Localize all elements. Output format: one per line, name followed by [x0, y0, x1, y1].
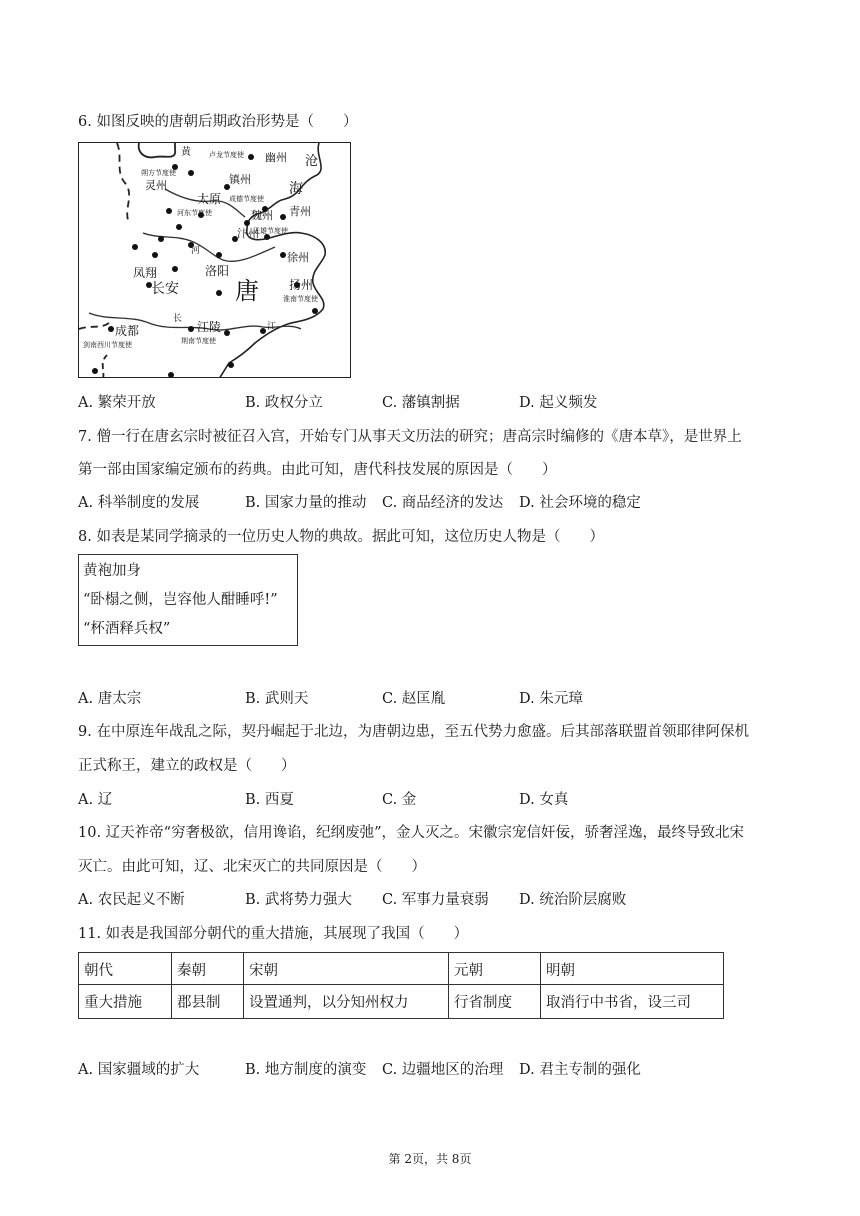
q10-option-c[interactable]: C. 军事力量衰弱: [382, 892, 489, 908]
q10-stem-line2: 灭亡。由此可知，辽、北宋灭亡的共同原因是（ ）: [78, 859, 426, 875]
map-label-chengde: 成德节度使: [229, 195, 264, 203]
table-row: [79, 953, 724, 985]
map-label-he: 河: [191, 246, 201, 256]
map-label-hedong: 河东节度使: [177, 209, 212, 217]
table-cell: 宋朝: [244, 953, 449, 985]
map-label-yangzhou: 扬州: [289, 278, 314, 292]
map-label-tianxiong: 天雄节度使: [253, 227, 288, 235]
map-label-xuzhou: 徐州: [287, 251, 309, 264]
map-label-bianzhou: 汴州: [237, 227, 259, 240]
q9-option-d[interactable]: D. 女真: [519, 792, 569, 808]
map-label-jiannan: 剑南西川节度使: [83, 341, 132, 349]
q8-option-a[interactable]: A. 唐太宗: [78, 691, 142, 707]
map-label-changan: 长安: [151, 281, 179, 297]
q9-stem-line2: 正式称王，建立的政权是（ ）: [78, 758, 296, 774]
table-cell: 设置通判，以分知州权力: [244, 985, 449, 1019]
table-cell: 朝代: [79, 953, 172, 985]
map-label-fengxiang: 凤翔: [133, 266, 158, 280]
map-label-jingnan: 荆南节度使: [181, 337, 216, 345]
q8-box-line-1: 黄袍加身: [83, 563, 141, 579]
q11-table: [78, 952, 724, 1019]
map-label-youzhou: 幽州: [265, 151, 287, 164]
q8-option-d[interactable]: D. 朱元璋: [519, 691, 583, 707]
map-label-cang: 沧: [305, 154, 319, 169]
page-footer: 第 2页，共 8页: [388, 1152, 472, 1166]
q6-option-a[interactable]: A. 繁荣开放: [78, 395, 156, 411]
q8-box-line-3: “杯酒释兵权”: [83, 621, 171, 637]
q7-stem-line2: 第一部由国家编定颁布的药典。由此可知，唐代科技发展的原因是（ ）: [78, 462, 557, 478]
map-label-weizhou: 魏州: [251, 209, 273, 222]
q6-option-b[interactable]: B. 政权分立: [245, 395, 323, 411]
tang-map: [78, 142, 351, 378]
table-cell: 重大措施: [79, 985, 172, 1019]
map-label-chengdu: 成都: [115, 324, 140, 338]
table-cell: 行省制度: [449, 985, 541, 1019]
q11-option-d[interactable]: D. 君主专制的强化: [519, 1062, 641, 1078]
q7-option-c[interactable]: C. 商品经济的发达: [382, 495, 504, 511]
map-label-luoyang: 洛阳: [205, 264, 230, 278]
table-cell: 明朝: [541, 953, 724, 985]
q9-option-a[interactable]: A. 辽: [78, 792, 113, 808]
q9-option-c[interactable]: C. 金: [382, 792, 417, 808]
map-label-hai: 海: [289, 181, 303, 197]
q10-stem-line1: 10. 辽天祚帝“穷奢极欲，信用谗谄，纪纲废弛”，金人灭之。宋徽宗宠信奸佞，骄奢淫逸，最终导致北宋: [78, 825, 744, 841]
map-label-huainan: 淮南节度使: [283, 295, 318, 303]
q6-option-c[interactable]: C. 藩镇割据: [382, 395, 460, 411]
q10-option-a[interactable]: A. 农民起义不断: [78, 892, 185, 908]
table-cell: 秦朝: [172, 953, 244, 985]
q11-option-b[interactable]: B. 地方制度的演变: [245, 1062, 367, 1078]
map-label-shuofang: 朔方节度使: [141, 169, 176, 177]
q11-stem: 11. 如表是我国部分朝代的重大措施，其展现了我国（ ）: [78, 926, 469, 942]
q7-option-b[interactable]: B. 国家力量的推动: [245, 495, 367, 511]
q9-option-b[interactable]: B. 西夏: [245, 792, 294, 808]
q6-stem: 6. 如图反映的唐朝后期政治形势是（ ）: [78, 114, 358, 130]
q8-option-b[interactable]: B. 武则天: [245, 691, 309, 707]
q10-option-d[interactable]: D. 统治阶层腐败: [519, 892, 627, 908]
q7-option-a[interactable]: A. 科举制度的发展: [78, 495, 200, 511]
map-label-lingzhou: 灵州: [145, 179, 167, 192]
q8-quote-box: [78, 554, 298, 646]
map-label-jiang: 江: [267, 322, 277, 332]
q8-box-line-2: “卧榻之侧，岂容他人酣睡呼!”: [83, 592, 278, 608]
table-cell: 郡县制: [172, 985, 244, 1019]
q6-option-d[interactable]: D. 起义频发: [519, 395, 598, 411]
table-cell: 取消行中书省，设三司: [541, 985, 724, 1019]
q8-option-c[interactable]: C. 赵匡胤: [382, 691, 446, 707]
q11-option-c[interactable]: C. 边疆地区的治理: [382, 1062, 504, 1078]
map-label-tang: 唐: [235, 277, 259, 305]
q7-option-d[interactable]: D. 社会环境的稳定: [519, 495, 641, 511]
map-label-luolong: 卢龙节度使: [209, 151, 244, 159]
q11-option-a[interactable]: A. 国家疆域的扩大: [78, 1062, 200, 1078]
table-row: [79, 985, 724, 1019]
table-cell: 元朝: [449, 953, 541, 985]
map-label-zhenzhou: 镇州: [229, 173, 251, 186]
map-label-jiangling: 江陵: [197, 320, 222, 334]
q8-stem: 8. 如表是某同学摘录的一位历史人物的典故。据此可知，这位历史人物是（ ）: [78, 529, 604, 545]
map-label-qingzhou: 青州: [289, 205, 311, 218]
q7-stem-line1: 7. 僧一行在唐玄宗时被征召入宫，开始专门从事天文历法的研究；唐高宗时编修的《唐本草》，是世界上: [78, 429, 742, 445]
q9-stem-line1: 9. 在中原连年战乱之际，契丹崛起于北边，为唐朝边患，至五代势力愈盛。后其部落联盟首领耶律阿保机: [78, 724, 749, 740]
map-label-hui: 黄: [181, 147, 191, 158]
q10-option-b[interactable]: B. 武将势力强大: [245, 892, 352, 908]
map-label-chang: 长: [173, 314, 183, 324]
map-label-taiyuan: 太原: [197, 192, 222, 206]
